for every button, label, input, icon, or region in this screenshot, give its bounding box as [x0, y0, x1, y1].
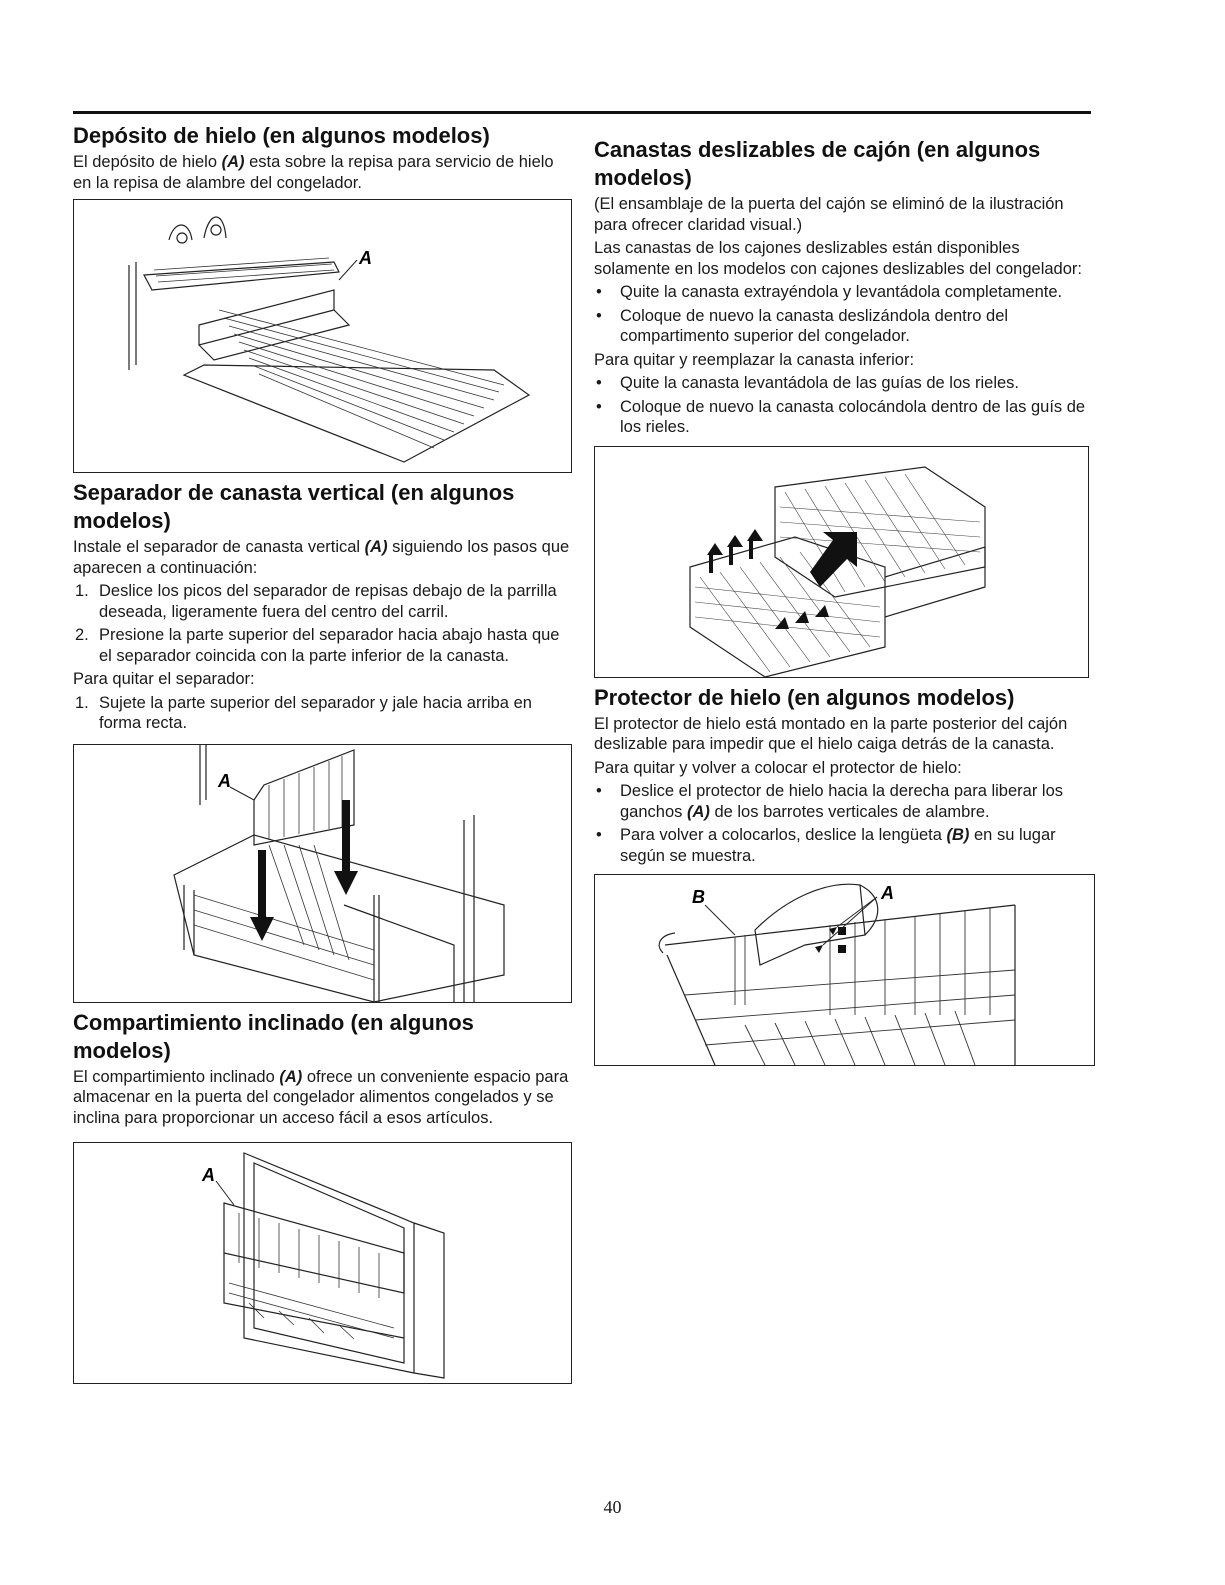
ice-guard-illustration: [595, 875, 1094, 1065]
tilt-fig-label: A: [202, 1165, 215, 1185]
divider-figure: [73, 744, 572, 1003]
list-item: [73, 693, 573, 734]
bullet: •: [596, 782, 602, 800]
bullet-text-a: Deslice el protector de hielo hacia la derecha para liberar los ganchos: [620, 782, 1063, 821]
list-item: [594, 825, 1094, 866]
step-text: Sujete la parte superior del separador y jale hacia arriba en forma recta.: [99, 693, 532, 732]
page-number: 40: [603, 1497, 622, 1517]
divider-section: [73, 479, 573, 1003]
baskets-upper-list: [594, 282, 1094, 347]
baskets-note: (El ensamblaje de la puerta del cajón se eliminó de la ilustración para ofrecer claridad visual.): [594, 195, 1064, 234]
ice-bin-illustration: [74, 200, 571, 472]
bullet-text: Coloque de nuevo la canasta deslizándola dentro del compartimento superior del congelador.: [620, 306, 1009, 345]
tilt-label: (A): [279, 1067, 303, 1086]
bullet: •: [596, 374, 602, 392]
tilt-illustration: [74, 1143, 571, 1383]
bullet-text-b: de los barrotes verticales de alambre.: [709, 802, 990, 821]
bullet-text-a: Para volver a colocarlos, deslice la lengüeta: [620, 826, 947, 844]
list-item: [73, 581, 573, 622]
step-text: Deslice los picos del separador de repisas debajo de la parrilla deseada, ligeramente fuera del centro del carril.: [99, 582, 557, 621]
ice-guard-fig-label-a: A: [881, 883, 894, 903]
ice-bin-label: (A): [221, 153, 245, 171]
step-text: Presione la parte superior del separador hacia abajo hasta que el separador coincida con la parte inferior de la canasta.: [99, 626, 560, 665]
hooks-label: (A): [686, 802, 710, 821]
tab-label: (B): [946, 826, 970, 844]
tilt-figure: [73, 1142, 572, 1384]
tilt-text-b: ofrece un conveniente espacio para almacenar en la puerta del congelador alimentos congelados y se inclina para proporcionar un acceso fácil a esos artículos.: [73, 1067, 569, 1127]
baskets-illustration: [595, 447, 1088, 677]
step-number: 1.: [75, 582, 89, 600]
list-item: [594, 781, 1094, 822]
ice-bin-section: [73, 122, 573, 473]
right-column: [594, 136, 1094, 1072]
ice-bin-figure: [73, 199, 572, 473]
ice-guard-fig-label-b: B: [692, 887, 705, 907]
tilt-section: [73, 1009, 573, 1385]
baskets-title: Canastas deslizables de cajón (en algunos modelos): [594, 137, 1041, 190]
divider-intro-a: Instale el separador de canasta vertical: [73, 538, 365, 556]
ice-guard-figure: [594, 874, 1095, 1066]
left-column: [73, 122, 573, 1390]
bullet: •: [596, 826, 602, 844]
step-number: 2.: [75, 626, 89, 644]
divider-label: (A): [364, 538, 388, 556]
ice-guard-section: [594, 684, 1094, 1067]
divider-illustration: [74, 745, 571, 1002]
bullet-text-b: en su lugar según se muestra.: [620, 826, 1056, 865]
divider-install-steps: [73, 581, 573, 666]
bullet-text: Quite la canasta levantádola de las guías de los rieles.: [620, 374, 1019, 392]
step-number: 1.: [75, 693, 89, 712]
divider-title: Separador de canasta vertical (en algunos modelos): [73, 480, 515, 533]
ice-guard-text: El protector de hielo está montado en la parte posterior del cajón deslizable para impedir que el hielo caiga detrás de la canasta.: [594, 714, 1068, 753]
ice-bin-text: [73, 152, 573, 193]
ice-guard-intro: Para quitar y volver a colocar el protector de hielo:: [594, 758, 962, 777]
baskets-intro: Las canastas de los cajones deslizables están disponibles solamente en los modelos con cajones deslizables del congelador:: [594, 239, 1082, 278]
list-item: [594, 397, 1094, 438]
tilt-title: Compartimiento inclinado (en algunos modelos): [73, 1009, 474, 1063]
baskets-figure: [594, 446, 1089, 678]
bullet-text: Quite la canasta extrayéndola y levantádola completamente.: [620, 283, 1063, 301]
divider-intro: [73, 537, 573, 578]
bullet: •: [596, 397, 602, 416]
list-item: [594, 373, 1094, 394]
divider-fig-label: A: [218, 770, 231, 791]
ice-bin-fig-label: A: [359, 248, 372, 268]
baskets-section: [594, 136, 1094, 678]
ice-guard-title: Protector de hielo (en algunos modelos): [594, 684, 1015, 710]
baskets-lower-intro: Para quitar y reemplazar la canasta inferior:: [594, 350, 915, 369]
bullet: •: [596, 306, 602, 325]
ice-bin-text-a: El depósito de hielo: [73, 153, 222, 171]
top-rule: [73, 111, 1091, 114]
divider-remove-intro: Para quitar el separador:: [73, 670, 255, 688]
tilt-text: [73, 1067, 573, 1129]
list-item: [73, 625, 573, 666]
ice-bin-title: Depósito de hielo (en algunos modelos): [73, 123, 490, 148]
tilt-text-a: El compartimiento inclinado: [73, 1067, 280, 1086]
bullet-text: Coloque de nuevo la canasta colocándola dentro de las guís de los rieles.: [620, 397, 1086, 436]
list-item: [594, 282, 1094, 303]
baskets-lower-list: [594, 373, 1094, 438]
list-item: [594, 306, 1094, 347]
divider-intro-b: siguiendo los pasos que aparecen a continuación:: [73, 538, 570, 577]
bullet: •: [596, 283, 602, 301]
ice-bin-text-b: esta sobre la repisa para servicio de hielo en la repisa de alambre del congelador.: [73, 153, 554, 192]
divider-remove-steps: [73, 693, 573, 734]
ice-guard-list: [594, 781, 1094, 866]
